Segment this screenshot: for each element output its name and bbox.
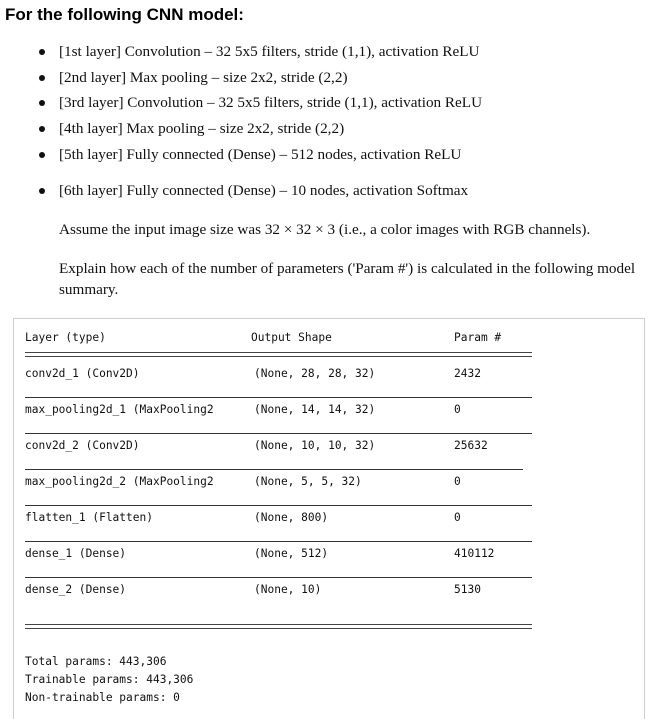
row-divider xyxy=(25,433,532,434)
list-item: [4th layer] Max pooling – size 2x2, stride (2,2) xyxy=(0,119,658,145)
row-divider xyxy=(25,397,532,398)
instruction-paragraph: Explain how each of the number of parameters ('Param #') is calculated in the following model summary. xyxy=(59,260,636,298)
header-output-shape: Output Shape xyxy=(251,331,332,344)
header-param-count: Param # xyxy=(454,331,502,344)
total-params: Total params: 443,306 xyxy=(25,655,167,668)
row-output: (None, 10, 10, 32) xyxy=(254,439,376,452)
row-output: (None, 10) xyxy=(254,583,322,596)
trainable-params: Trainable params: 443,306 xyxy=(25,673,194,686)
row-params: 0 xyxy=(454,475,461,488)
list-item: [1st layer] Convolution – 32 5x5 filters, stride (1,1), activation ReLU xyxy=(0,42,658,68)
row-layer: flatten_1 (Flatten) xyxy=(25,511,153,524)
list-item: [2nd layer] Max pooling – size 2x2, stride (2,2) xyxy=(0,68,658,94)
question-heading: For the following CNN model: xyxy=(5,5,244,24)
non-trainable-params: Non-trainable params: 0 xyxy=(25,691,180,704)
row-params: 2432 xyxy=(454,367,481,380)
row-divider xyxy=(25,541,532,542)
row-layer: conv2d_1 (Conv2D) xyxy=(25,367,140,380)
row-params: 0 xyxy=(454,403,461,416)
row-params: 5130 xyxy=(454,583,481,596)
header-layer-type: Layer (type) xyxy=(25,331,106,344)
row-layer: max_pooling2d_1 (MaxPooling2 xyxy=(25,403,214,416)
row-output: (None, 800) xyxy=(254,511,329,524)
list-item: [5th layer] Fully connected (Dense) – 512 nodes, activation ReLU xyxy=(0,145,658,171)
list-item: [3rd layer] Convolution – 32 5x5 filters, stride (1,1), activation ReLU xyxy=(0,93,658,119)
row-output: (None, 512) xyxy=(254,547,329,560)
row-output: (None, 5, 5, 32) xyxy=(254,475,362,488)
row-output: (None, 28, 28, 32) xyxy=(254,367,376,380)
double-rule xyxy=(25,624,532,629)
row-output: (None, 14, 14, 32) xyxy=(254,403,376,416)
row-divider xyxy=(25,577,532,578)
row-layer: max_pooling2d_2 (MaxPooling2 xyxy=(25,475,214,488)
list-item: [6th layer] Fully connected (Dense) – 10 nodes, activation Softmax xyxy=(0,181,658,207)
row-layer: conv2d_2 (Conv2D) xyxy=(25,439,140,452)
row-layer: dense_1 (Dense) xyxy=(25,547,127,560)
input-size-paragraph: Assume the input image size was 32 × 32 × 3 (i.e., a color images with RGB channels). xyxy=(59,221,591,238)
double-rule xyxy=(25,352,532,357)
row-params: 0 xyxy=(454,511,461,524)
row-params: 410112 xyxy=(454,547,495,560)
layer-list xyxy=(0,42,658,207)
row-divider xyxy=(25,505,532,506)
row-layer: dense_2 (Dense) xyxy=(25,583,127,596)
row-params: 25632 xyxy=(454,439,488,452)
row-divider xyxy=(25,469,523,470)
